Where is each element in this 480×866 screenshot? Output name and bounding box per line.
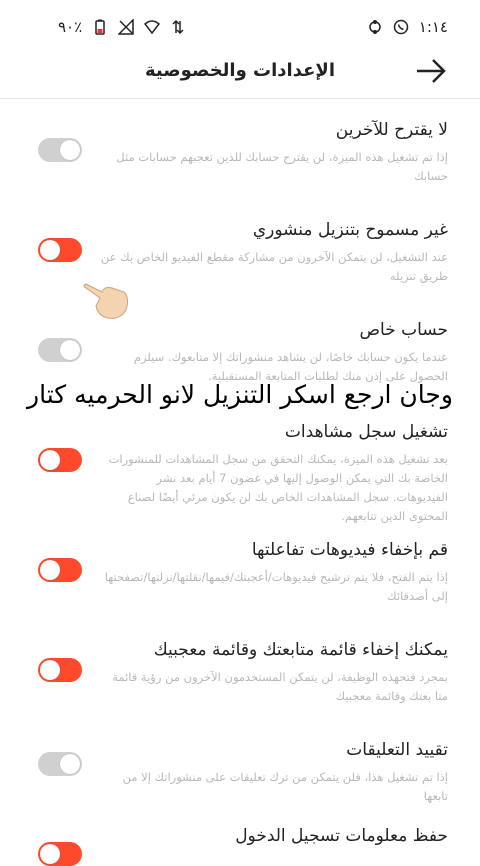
overlay-caption: وجان ارجع اسكر التنزيل لانو الحرميه كتار [27, 380, 453, 409]
wifi-icon [144, 19, 160, 35]
setting-label: حساب خاص [359, 320, 448, 340]
setting-label: تشغيل سجل مشاهدات [284, 422, 448, 442]
setting-label: لا يقترح للآخرين [335, 120, 448, 140]
battery-icon [92, 19, 108, 35]
setting-description: عندما يكون حسابك خاصًا، لن يشاهد منشوراتك إلا متابعوك. سيلزم الحصول على إذن منك لطلبات المتابعة المستقبلية. [133, 350, 448, 383]
setting-label: تقييد التعليقات [346, 740, 448, 760]
setting-description: إذا تم تشغيل هذه الميزة، لن يقترح حسابك للذين تعجبهم حسابات مثل حسابك [116, 150, 448, 183]
setting-label: غير مسموح بتنزيل منشوري [252, 220, 448, 240]
header [0, 46, 480, 99]
setting-description: بمجرد فتحهذه الوظيفة، لن يتمكن المستخدمون الآخرون من رؤية قائمة متا بعتك وقائمة معجبيك [112, 670, 448, 703]
setting-description: عند التشغيل، لن يتمكن الآخرون من مشاركة مقطع الفيديو الخاص بك عن طريق تنزيله [100, 250, 448, 283]
toggle-view-history[interactable] [38, 448, 82, 472]
data-arrows-icon [170, 19, 186, 35]
setting-description: إذا يتم الفتح، فلا يتم ترشيح فيديوهات/أعجبتك/فيمها/نقلتها/نزلتها/تصفحتها إلى أصدقائك [104, 570, 448, 603]
whatsapp-icon [393, 19, 409, 35]
clock: ١:١٤ [418, 18, 448, 36]
toggle-hide-following[interactable] [38, 658, 82, 682]
sync-icon [367, 19, 383, 35]
setting-label: قم بإخفاء فيديوهات تفاعلتها [251, 540, 448, 560]
toggle-save-login[interactable] [38, 842, 82, 866]
setting-description: بعد تشغيل هذه الميزة، يمكنك التحقق من سجل المشاهدات للمنشورات الخاصة بك التي يمكن الوصول إليها في غضون 7 أيام بعد نشر الفيديوهات. سجل المشاهدات الخاص بك لن يكون مرئي أيضًا لصناع المحتوى الذين تتابعهم. [108, 452, 448, 523]
status-bar [0, 0, 480, 46]
pointing-hand-emoji [82, 276, 132, 322]
status-right [367, 18, 448, 36]
no-signal-icon [118, 19, 134, 35]
setting-description: إذا تم تشغيل هذا، فلن يتمكن من ترك تعليقات على منشوراتك إلا من تابعها [122, 770, 448, 803]
status-left [58, 18, 186, 36]
toggle-hide-interactions[interactable] [38, 558, 82, 582]
page-title: الإعدادات والخصوصية [145, 60, 335, 81]
back-arrow-icon[interactable] [414, 56, 448, 86]
battery-percent: ٩٠٪ [58, 18, 83, 36]
setting-label: يمكنك إخفاء قائمة متابعتك وقائمة معجبيك [153, 640, 448, 660]
toggle-private[interactable] [38, 338, 82, 362]
toggle-restrict-comments[interactable] [38, 752, 82, 776]
setting-label: حفظ معلومات تسجيل الدخول [235, 826, 448, 846]
toggle-suggest[interactable] [38, 138, 82, 162]
toggle-download[interactable] [38, 238, 82, 262]
